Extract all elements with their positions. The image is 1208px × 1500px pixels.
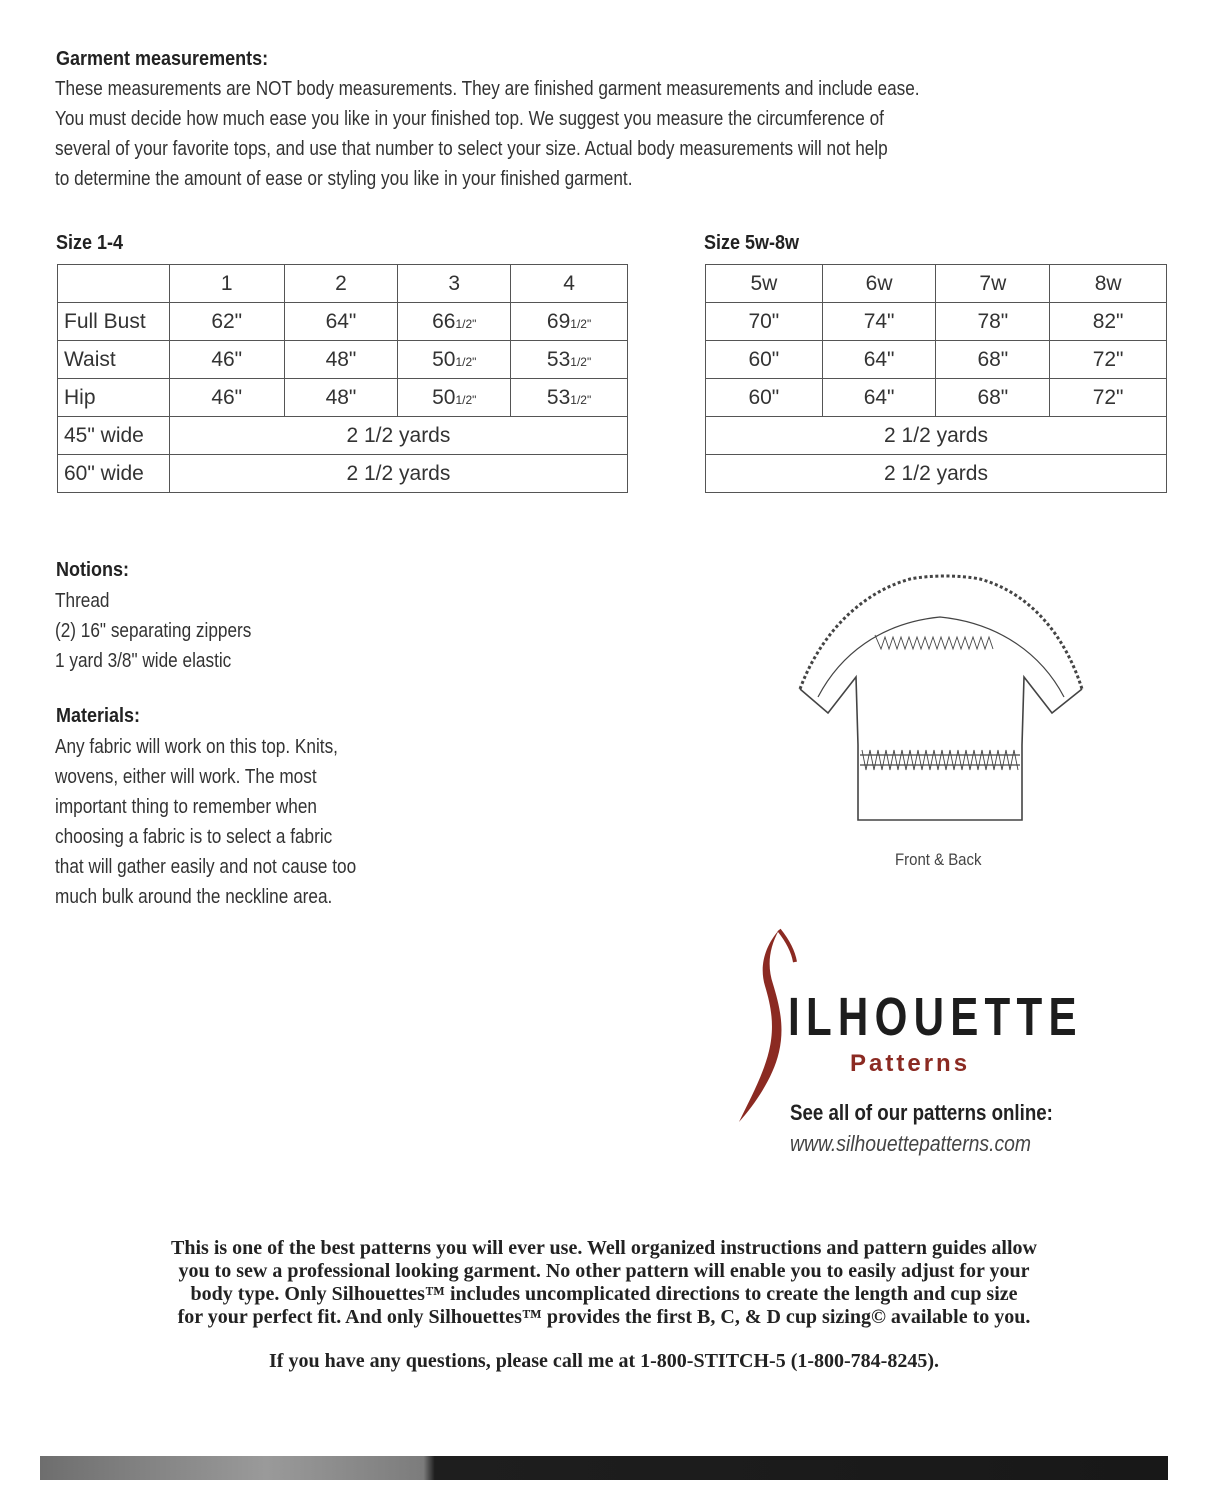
logo-subtitle: Patterns (850, 1050, 971, 1077)
row-label: Waist (58, 341, 170, 379)
header-cell: 3 (398, 265, 511, 303)
garment-paragraph (55, 74, 1060, 194)
header-cell: 5w (706, 265, 823, 303)
yardage-cell: 2 1/2 yards (706, 417, 1167, 455)
notions-list (55, 586, 283, 676)
table-cell: 661/2" (398, 303, 511, 341)
table-row (58, 379, 628, 417)
table-cell: 48" (284, 341, 398, 379)
table-cell: 501/2" (398, 341, 511, 379)
table-cell: 74" (822, 303, 936, 341)
garment-line: You must decide how much ease you like in your finished top. We suggest you measure the circumference of (55, 108, 884, 130)
list-item: 1 yard 3/8" wide elastic (55, 650, 232, 672)
header-cell: 4 (511, 265, 628, 303)
bodice-outline (800, 677, 1082, 820)
materials-heading: Materials: (56, 705, 141, 727)
yoke-outline (800, 576, 1082, 689)
yardage-row (58, 455, 628, 493)
table-cell: 68" (936, 379, 1050, 417)
table-cell: 691/2" (511, 303, 628, 341)
table-cell: 531/2" (511, 341, 628, 379)
table1-title: Size 1-4 (56, 232, 124, 254)
header-cell (58, 265, 170, 303)
garment-line: several of your favorite tops, and use that number to select your size. Actual body measurements will not help (55, 138, 888, 160)
online-text: See all of our patterns online: (790, 1100, 1053, 1125)
promo-line: you to sew a professional looking garment. No other pattern will enable you to easily adjust for your (178, 1260, 1030, 1282)
table-cell: 531/2" (511, 379, 628, 417)
row-label: 45" wide (58, 417, 170, 455)
table-cell: 46" (169, 379, 284, 417)
table-cell: 46" (169, 341, 284, 379)
table-cell: 82" (1050, 303, 1167, 341)
table2-title: Size 5w-8w (704, 232, 800, 254)
yardage-cell: 2 1/2 yards (706, 455, 1167, 493)
materials-line: wovens, either will work. The most (55, 766, 317, 788)
materials-line: important thing to remember when (55, 796, 317, 818)
yardage-row (706, 455, 1167, 493)
illustration-caption: Front & Back (895, 850, 982, 869)
table-header-row (58, 265, 628, 303)
table-cell: 501/2" (398, 379, 511, 417)
header-cell: 7w (936, 265, 1050, 303)
promo-line: for your perfect fit. And only Silhouettes™ provides the first B, C, & D cup sizing© available to you. (177, 1306, 1031, 1328)
promo-line: body type. Only Silhouettes™ includes uncomplicated directions to create the length and cup size (190, 1283, 1018, 1305)
table-row (706, 341, 1167, 379)
yardage-cell: 2 1/2 yards (169, 417, 627, 455)
table-cell: 78" (936, 303, 1050, 341)
garment-heading: Garment measurements: (56, 48, 269, 70)
table-row (706, 303, 1167, 341)
row-label: 60" wide (58, 455, 170, 493)
table-row (58, 341, 628, 379)
list-item: (2) 16" separating zippers (55, 620, 252, 642)
website-link[interactable]: www.silhouettepatterns.com (790, 1131, 1032, 1156)
promo-paragraph (40, 1237, 1168, 1329)
table-cell: 68" (936, 341, 1050, 379)
garment-illustration (780, 565, 1100, 835)
header-cell: 8w (1050, 265, 1167, 303)
header-cell: 2 (284, 265, 398, 303)
promo-line: This is one of the best patterns you will ever use. Well organized instructions and pattern guides allow (171, 1237, 1037, 1259)
materials-line: that will gather easily and not cause too (55, 856, 357, 878)
logo-wordmark: ILHOUETTE (788, 987, 1083, 1047)
size-table-1-4 (57, 264, 628, 493)
size-table-5w-8w (705, 264, 1167, 493)
bottom-image-strip (40, 1456, 1168, 1480)
table-cell: 72" (1050, 379, 1167, 417)
table-cell: 64" (284, 303, 398, 341)
yardage-row (58, 417, 628, 455)
neckline-gathers (875, 635, 993, 649)
list-item: Thread (55, 590, 110, 612)
header-cell: 1 (169, 265, 284, 303)
table-cell: 72" (1050, 341, 1167, 379)
table-cell: 48" (284, 379, 398, 417)
materials-line: Any fabric will work on this top. Knits, (55, 736, 338, 758)
materials-line: much bulk around the neckline area. (55, 886, 333, 908)
yardage-cell: 2 1/2 yards (169, 455, 627, 493)
table-cell: 60" (706, 379, 823, 417)
gather-line (818, 617, 1064, 697)
table-row (58, 303, 628, 341)
contact-line: If you have any questions, please call me at 1-800-STITCH-5 (1-800-784-8245). (269, 1350, 939, 1372)
notions-heading: Notions: (56, 559, 129, 581)
row-label: Full Bust (58, 303, 170, 341)
garment-line: to determine the amount of ease or styling you like in your finished garment. (55, 168, 633, 190)
garment-line: These measurements are NOT body measurements. They are finished garment measurements and include ease. (55, 78, 920, 100)
table-row (706, 379, 1167, 417)
table-cell: 64" (822, 341, 936, 379)
materials-paragraph (55, 732, 405, 912)
yardage-row (706, 417, 1167, 455)
table-cell: 62" (169, 303, 284, 341)
waist-gathers (862, 750, 1018, 770)
table-cell: 60" (706, 341, 823, 379)
table-cell: 64" (822, 379, 936, 417)
row-label: Hip (58, 379, 170, 417)
header-cell: 6w (822, 265, 936, 303)
table-cell: 70" (706, 303, 823, 341)
materials-line: choosing a fabric is to select a fabric (55, 826, 333, 848)
table-header-row (706, 265, 1167, 303)
